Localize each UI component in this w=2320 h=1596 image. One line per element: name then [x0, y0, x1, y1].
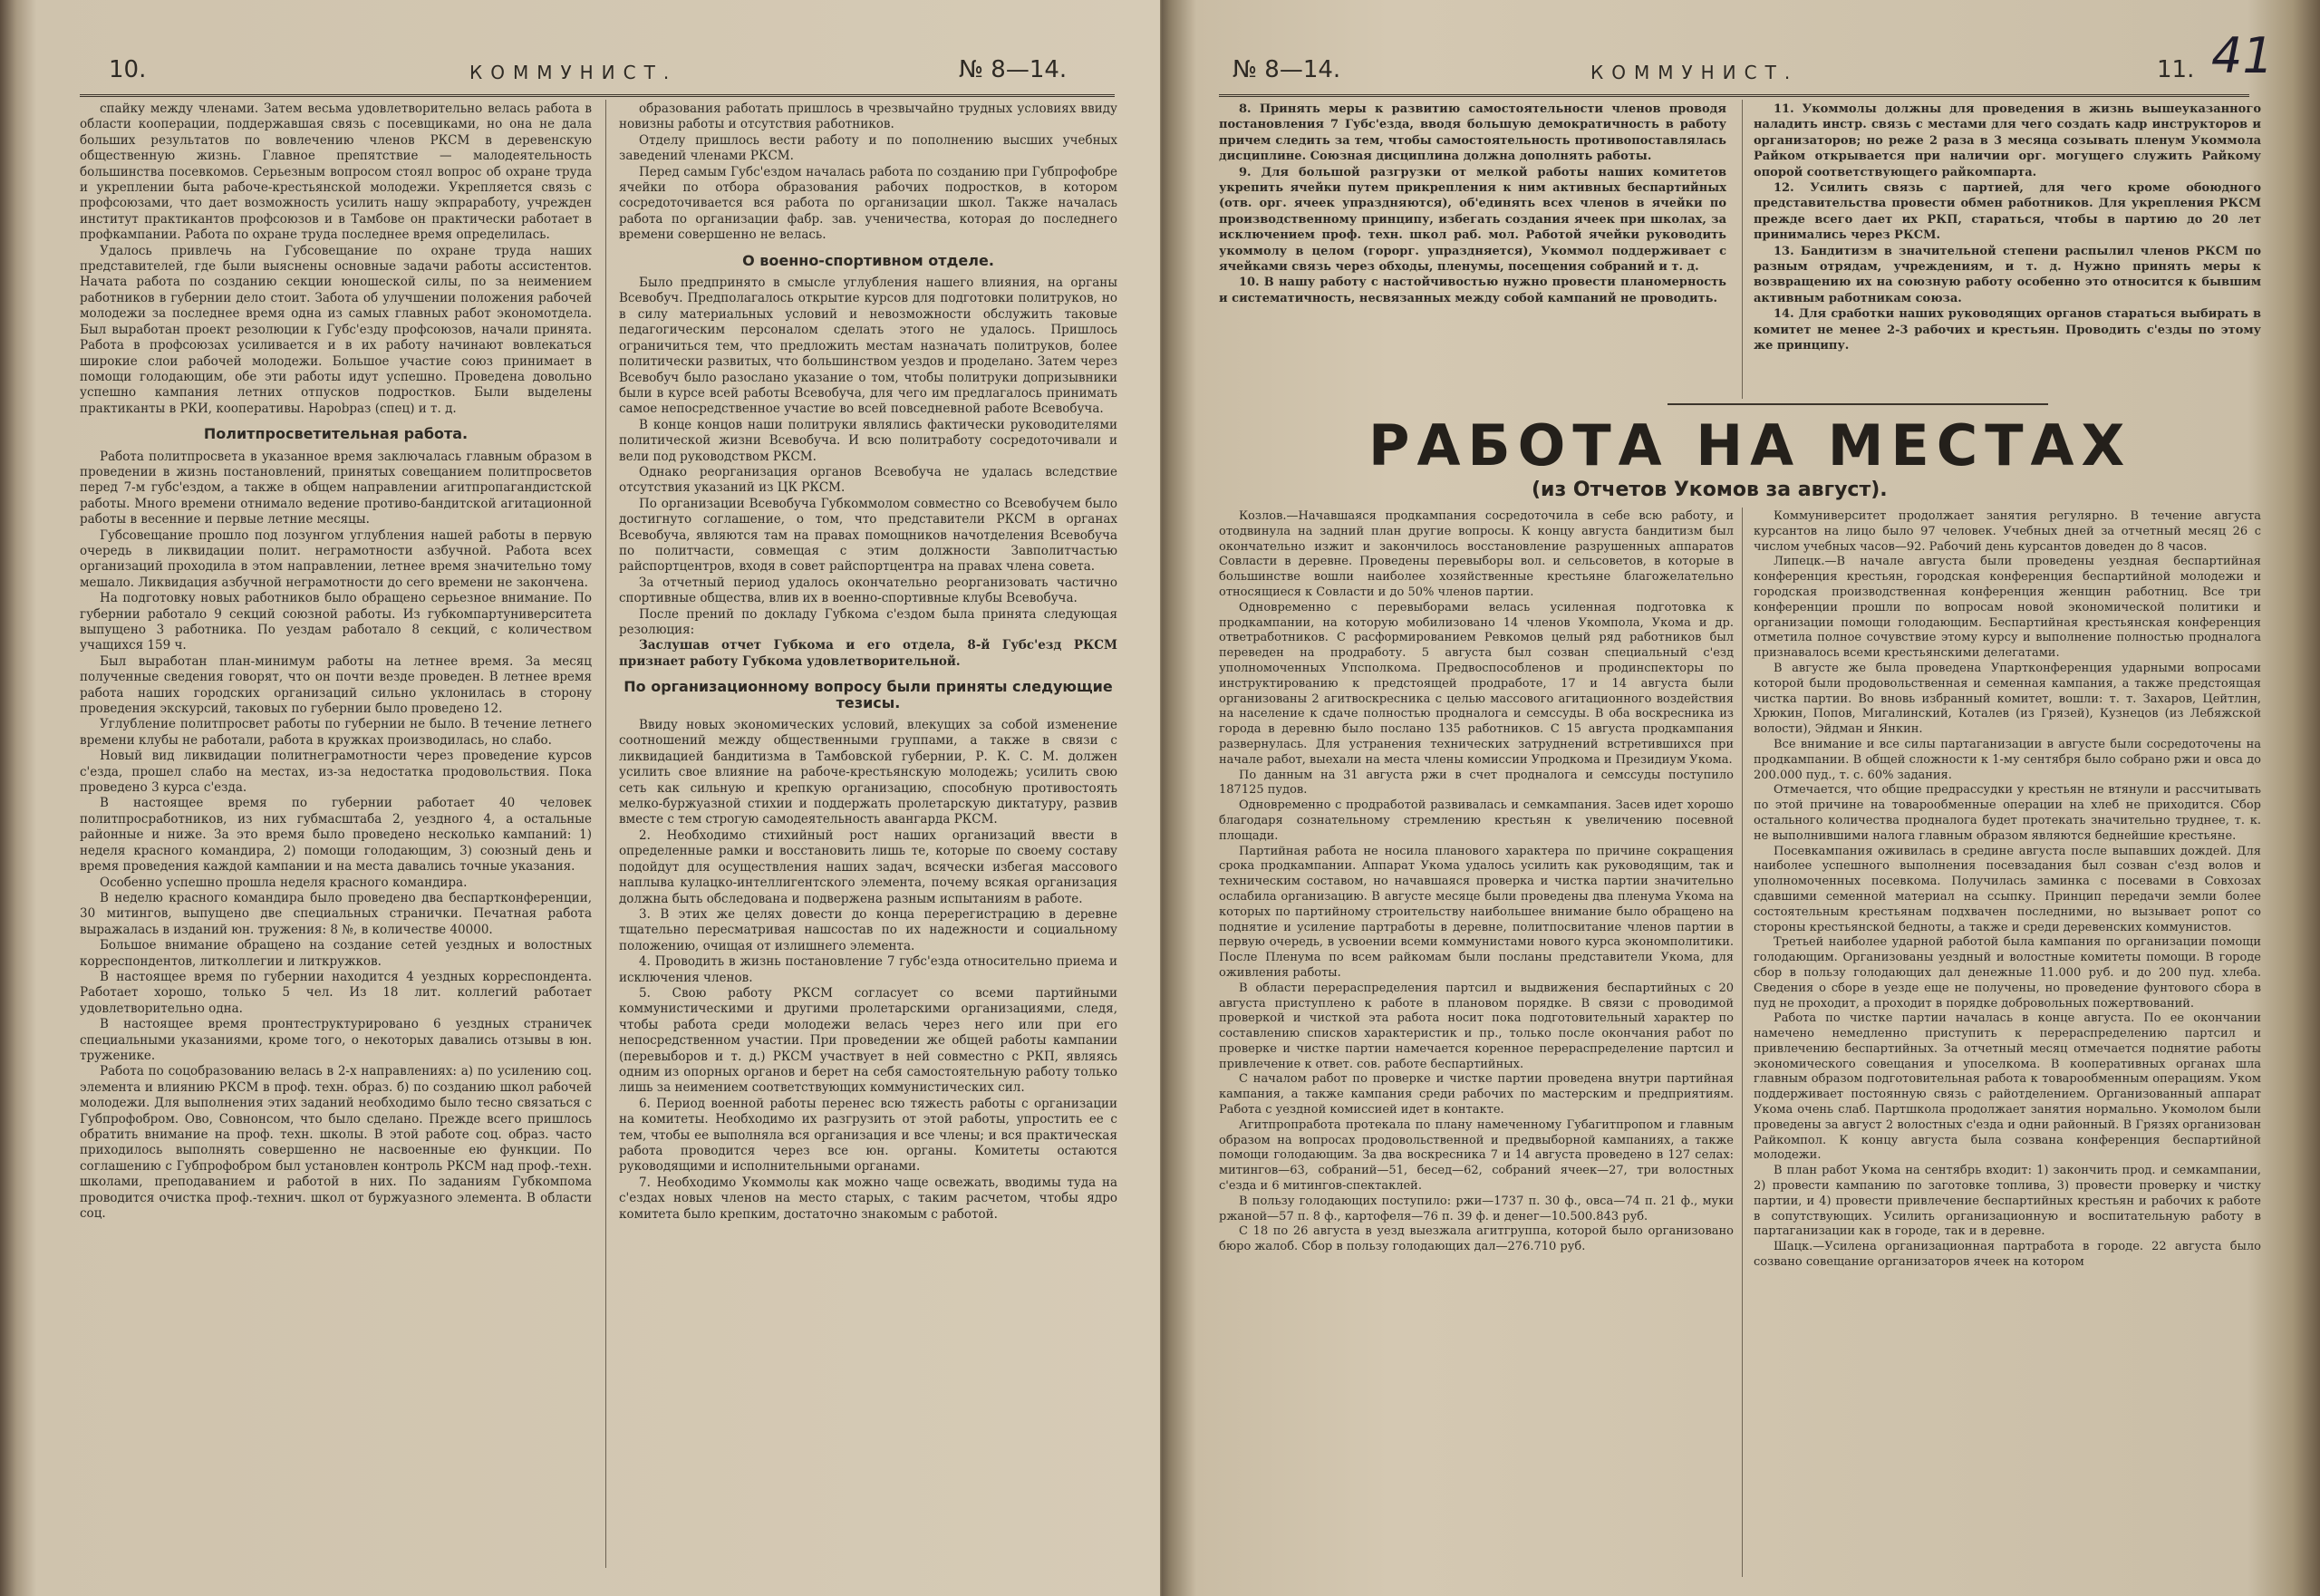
paragraph: В области перераспределения партсил и выдвижения беспартийных с 20 августа приступлено к работе в плановом порядке. В связи с проводимой проверкой и чисткой эта работа носит пока подготовительный характер по составлению списков характеристик и пр., только после окончания работ по проверке и чистке партии намечается коренное перераспределение партсил и привлечение к ответ. сов. работе беспартийных. [1219, 981, 1734, 1071]
left-issue-number: № 8—14. [959, 56, 1068, 83]
left-page [25, 0, 1142, 1596]
paragraph: В пользу голодающих поступило: ржи—1737 п. 30 ф., овса—74 п. 21 ф., муки ржаной—57 п. 8 ф., картофеля—76 п. 39 ф. и денег—10.500.843 руб. [1219, 1194, 1734, 1224]
paragraph: Шацк.—Усилена организационная партработа в городе. 22 августа было созвано совещание организаторов ячеек на котором [1754, 1240, 2261, 1270]
paragraph: 12. Усилить связь с партией, для чего кроме обоюдного представительства провести обмен работников. Для укрепления РКСМ прежде всего дает их РКП, стараться, чтобы в партию до 20 лет принимались через РКСМ. [1754, 181, 2261, 243]
left-header-rule [80, 94, 1115, 97]
paragraph: Однако реорганизация органов Всевобуча не удалась вследствие отсутствия указаний из ЦК РКСМ. [619, 464, 1117, 496]
right-issue-number: № 8—14. [1232, 56, 1341, 83]
right-top-divider [1742, 100, 1743, 399]
paragraph: 9. Для большой разгрузки от мелкой работы наших комитетов укрепить ячейки путем прикрепления к ним активных беспартийных (отв. орг. ячеек упраздняются), об'единять всех членов в ячейки по производственному принципу, избегать создания ячеек при школах, за исключением проф. техн. школ раб. мол. Работой ячейки руководить укоммолу в целом (горорг. упраздняется), Укоммол поддерживает с ячейками связь через обходы, пленумы, посещения собраний и т. д. [1219, 165, 1726, 275]
handwritten-page-number: 41 [2211, 27, 2274, 84]
paragraph: Посевкампания оживилась в средине августа после выпавших дождей. Для наиболее успешного выполнения посевзадания был созван с'езд волов и уполномоченных посевкома. Получилась заминка с посевами в Совхозах сдавшими семенной материал на ссыпку. Принцип передачи земли более состоятельным крестьянам подхвачен последними, но вызывает ропот со стороны крестьянской бедноты, а также и среди деревенских коммунистов. [1754, 844, 2261, 934]
paragraph: 3. В этих же целях довести до конца перерегистрацию в деревне тщательно пересматривая нашсостав по их надежности и социальному положению, очищая от излишнего элемента. [619, 906, 1117, 953]
right-column-1 [1219, 509, 1734, 1255]
paragraph: Работа по чистке партии началась в конце августа. По ее окончании намечено немедленно приступить к перераспределению партсил и привлечению беспартийных. За отчетный месяц отмечается поднятие работы экономического совещания и упоселкома. В кооперативных органах шла главным образом подготовительная работа к товарообменным операциям. Уком поддерживает постоянную связь с райотделением. Организованный аппарат Укома очень слаб. Партшкола продолжает занятия нормально. Укомолом были проведены за август 2 волостных с'езда и одни районный. В Грязях организован Райкомпол. К концу августа была созвана конференция беспартийной молодежи. [1754, 1011, 2261, 1163]
paragraph: Было предпринято в смысле углубления нашего влияния, на органы Всевобуч. Предполагалось открытие курсов для подготовки политруков, но в силу материальных условий и невозможности обслужить таковые педагогическим персоналом сделать этого не удалось. Пришлось ограничиться тем, что предложить местам назначать политруков, более политически развитых, что большинством уездов и проделано. Затем через Всевобуч было разослано указание о том, чтобы политруки допризывники были в курсе всей работы Всевобуча, для чего им предлагалось принимать самое непосредственное участие во всей повседневной работе Всевобуча. [619, 276, 1117, 417]
paragraph: 8. Принять меры к развитию самостоятельности членов проводя постановления 7 Губс'езда, вводя большую демократичность в работу причем следить за тем, чтобы самостоятельность противопоставлялась дисциплине. Союзная дисциплина должна дополнять работы. [1219, 102, 1726, 164]
right-page [1178, 0, 2295, 1596]
right-top-column-2 [1754, 102, 2261, 354]
paragraph: По организации Всевобуча Губкоммолом совместно со Всевобучем было достигнуто соглашение, о том, что представители РКСМ в органах Всевобуча, являются там на правах помощников начотделения Всевобуча по политчасти, совмещая с этим должности Завполитчастью райспортцентров, входя в совет райспортцентра на правах члена совета. [619, 496, 1117, 575]
left-column-1 [80, 102, 592, 1222]
right-header-rule [1219, 94, 2249, 97]
paragraph: С началом работ по проверке и чистке партии проведена внутри партийная кампания, а также кампания среди рабочих по мастерским и предприятиям. Работа с уездной комиссией идет в контакте. [1219, 1072, 1734, 1117]
left-page-number: 10. [109, 56, 147, 83]
right-top-column-1 [1219, 102, 1726, 306]
section-subheadline: (из Отчетов Укомов за август). [1532, 479, 1888, 501]
paragraph: 13. Бандитизм в значительной степени распылил членов РКСМ по разным отрядам, учреждениям, и т. д. Нужно принять меры к возвращению их на союзную работу особенно это относится к бывшим активным работникам союза. [1754, 244, 2261, 305]
section-headline: РАБОТА НА МЕСТАХ [1368, 412, 2132, 479]
paragraph: Все внимание и все силы партаганизации в августе были сосредоточены на продкампании. В общей сложности к 1-му сентября было собрано ржи и овса до 200.000 пуд., т. с. 60% задания. [1754, 737, 2261, 782]
paragraph: Отмечается, что общие предрассудки у крестьян не втянули и рассчитывать по этой причине на товарообменные операции на хлеб не приходится. Сбор остального количества продналога будет протекать значительно труднее, т. к. не выполнившими налога главным образом являются беднейшие крестьяне. [1754, 783, 2261, 843]
paragraph: По данным на 31 августа ржи в счет продналога и семссуды поступило 187125 пудов. [1219, 768, 1734, 798]
paragraph: Особенно успешно прошла неделя красного командира. [100, 875, 468, 890]
paragraph: Большое внимание обращено на создание сетей уездных и волостных корреспондентов, литколлегии и литкружков. [80, 938, 592, 969]
paragraph: Партийная работа не носила планового характера по причине сокращения срока продкампании. Аппарат Укома удалось усилить как руководящим, так и техническим составом, но начавшаяся проверка и чистка партии значительно ослабила организацию. В августе месяце были проведены два пленума Укома на которых по партийному строительству наибольшее внимание было обращено на поднятие и усиление партработы в деревне, политпосвитание членов партии в первую очередь, в усвоении всеми коммунистами нового курса экономполитики. После Пленума по всем райкомам были посланы представители Укома, для оживления работы. [1219, 844, 1734, 980]
paragraph: образования работать пришлось в чрезвычайно трудных условиях ввиду новизны работы и отсутствия работников. [619, 102, 1117, 132]
paragraph: На подготовку новых работников было обращено серьезное внимание. По губернии работало 9 секций союзной работы. Из губкомпартуниверситета выпущено 3 работника. По уездам работало 8 секций, с количеством учащихся 159 ч. [80, 591, 592, 653]
paragraph: Отделу пришлось вести работу и по пополнению высших учебных заведений членами РКСМ. [619, 132, 1117, 164]
paragraph: 7. Необходимо Укоммолы как можно чаще освежать, вводимы туда на с'ездах новых членов на место старых, с таким расчетом, чтобы ядро комитета было крепким, достаточно знакомым с работой. [619, 1175, 1117, 1222]
right-column-divider [1742, 508, 1743, 1577]
paragraph: 2. Необходимо стихийный рост наших организаций ввести в определенные рамки и восстановить лишь те, которые по своему составу подойдут для осуществления наших задач, всячески избегая массового наплыва кулацко-интеллигентского элемента, почему всякая организация должна быть обследована и подвержена разным испытаниям в работе. [619, 827, 1117, 906]
paragraph: 6. Период военной работы перенес всю тяжесть работы с организации на комитеты. Необходимо их разгрузить от этой работы, упростить ее с тем, чтобы ее выполняла вся организация и все члены; и вся практическая работа проводится через все юн. органы. Комитеты остаются руководящими и исполнительными органами. [619, 1096, 1117, 1175]
paragraph: Углубление политпросвет работы по губернии не было. В течение летнего времени клубы не работали, работа в кружках производилась, но слабо. [80, 717, 592, 748]
paragraph: Одновременно с перевыборами велась усиленная подготовка к продкампании, на которую мобилизовано 14 членов Укомпола, Укома и др. ответработников. С расформированием Ревкомов целый ряд работников был переведен на продработу. 5 августа был созван специальный с'езд уполномоченных Упсполкома. Предвоспособленов и продинспекторы по инструктированию к предстоящей продработе, 17 и 14 августа были организованы 2 агитвоскресника с целью массового агитационного воздействия на население к сдаче полностью продналога и семссуды. В оба воскресника из города в деревню было послано 135 работников. С 15 августа продкампания развернулась. Для устранения технических затруднений встретившихся при начале работ, выехали на места члены комиссии Упродкома и Президиум Укома. [1219, 600, 1734, 767]
right-header [1178, 56, 2295, 92]
paragraph: Липецк.—В начале августа были проведены уездная беспартийная конференция крестьян, городская конференция беспартийной молодежи и городская производственная конференция женщин работниц. Все три конференции прошли по вопросам новой экономической политики и организации помощи голодающим. Беспартийная крестьянская конференция отметила полное сочувствие этому курсу и выполнение полностью продналога признавалось всеми крестьянскими делегатами. [1754, 555, 2261, 661]
paragraph: Агитпропработа протекала по плану намеченному Губагитпропом и главным образом на вопросах продовольственной и предвыборной кампаниях, а также помощи голодающим. За два воскресника 7 и 14 августа проведено в 127 селах: митингов—63, собраний—51, бесед—62, собраний ячеек—27, три волостных с'езда и 6 митингов-спектаклей. [1219, 1117, 1734, 1194]
paragraph: спайку между членами. Затем весьма удовлетворительно велась работа в области кооперации, поддержавшая связь с посевщиками, но она не дала больших результатов по вовлечению членов РКСМ в деревенскую общественную жизнь. Главное препятствие — малодеятельность большинства посевкомов. Серьезным вопросом стоял вопрос об охране труда и укреплении быта рабоче-крестьянской молодежи. Укрепляется связь с профсоюзами, что дает возможность усилить нашу экпраработу, учрежден институт практикантов профсоюзов и в Тамбове он практически работает в профкампании. Работа по охране труда последнее время определилась. [80, 102, 592, 243]
paragraph: Коммуниверситет продолжает занятия регулярно. В течение августа курсантов на лицо было 97 человек. Учебных дней за отчетный месяц 26 с числом учебных часов—92. Рабочий день курсантов доведен до 8 часов. [1754, 509, 2261, 554]
paragraph: В августе же была проведена Упартконференция ударными вопросами которой были продовольственная и семенная кампания, а также предстоящая чистка партии. Во вновь избранный комитет, вошли: т. т. Захаров, Цейтлин, Хрюкин, Попов, Мигалинский, Коталев (из Грязей), Кузнецов (из Лебяжской волости), Эйдман и Янкин. [1754, 661, 2261, 737]
paragraph: После прений по докладу Губкома с'ездом была принята следующая резолюция: [619, 606, 1117, 637]
paragraph: 4. Проводить в жизнь постановление 7 губс'езда относительно приема и исключения членов. [619, 954, 1117, 985]
paragraph: Был выработан план-минимум работы на летнее время. За месяц полученные сведения говорят, что он почти везде проведен. В летнее время работа наших городских организаций сильно уклонилась в сторону проведения экскурсий, таковых по губернии было проведено 12. [80, 653, 592, 717]
paragraph: Перед самым Губс'ездом началась работа по созданию при Губпрофобре ячейки по отбора образования рабочих подростков, в котором сосредоточивается вся работа по организации школ. Также началась работа по организации фабр. зав. ученичества, которая до последнего времени совершенно не велась. [619, 164, 1117, 243]
headline-rule [1668, 403, 2048, 405]
paragraph: 10. В нашу работу с настойчивостью нужно провести планомерность и систематичность, несвязанных между собой кампаний не проводить. [1219, 276, 1726, 305]
left-column-2 [619, 102, 1117, 1223]
paragraph: Козлов.—Начавшаяся продкампания сосредоточила в себе всю работу, и отодвинула на задний план другие вопросы. К концу августа бандитизм был окончательно изжит и закончилось восстановление разрушенных аппаратов Совласти в деревне. Проведены перевыборы вол. и сельсоветов, в которые в большинстве вошли наиболее хозяйственные крестьяне благожелательно относящиеся к Совласти и до 50% членов партии. [1219, 509, 1734, 599]
paragraph: Работа по соцобразованию велась в 2-х направлениях: а) по усилению соц. элемента и влиянию РКСМ в проф. техн. образ. б) по созданию школ рабочей молодежи. Для выполнения этих заданий необходимо было тесно связаться с Губпрофобром. Ово, Совнонсом, что было сделано. Прежде всего пришлось обратить внимание на проф. техн. школы. В этой работе соц. образ. часто приходилось выполнять совершенно не насвоенные ею функции. По соглашению с Губпрофобром был установлен контроль РКСМ над проф.-техн. школами, преподаванием и работой в них. По заданиям Губкомпома проводится очистка проф.-технич. школ от буржуазного элемента. В области соц. [80, 1064, 592, 1222]
paragraph: За отчетный период удалось окончательно реорганизовать частично спортивные общества, влив их в военно-спортивные клубы Всевобуча. [619, 575, 1117, 606]
right-page-number: 11. [2157, 56, 2195, 83]
paragraph: 11. Укоммолы должны для проведения в жизнь вышеуказанного наладить инстр. связь с местами для чего создать кадр инструкторов и организаторов; но реже 2 раза в 3 месяца созывать пленум Укоммола Райком открывается при наличии орг. могущего служить Райкому опорой соответствующего райкомпарта. [1754, 102, 2261, 179]
paragraph: Работа политпросвета в указанное время заключалась главным образом в проведении в жизнь постановлений, принятых совещанием политпросветов перед 7-м губс'ездом, а также в общем направлении агитпропагандистской работы. Много времени отнимало ведение противо-бандитской агитационной работы в весенние и первые летние месяцы. [80, 449, 592, 527]
paragraph: В настоящее время пронтеструктурировано 6 уездных страничек специальными указаниями, кроме того, о некоторых давались отзывы в юн. труженике. [80, 1017, 592, 1063]
paragraph: 5. Свою работу РКСМ согласует со всеми партийными коммунистическими и другими пролетарскими организациями, следя, чтобы работа среди молодежи велась через него или при его непосредственном участии. При проведении же общей работы кампании (перевыборов и т. д.) РКСМ участвует в ней совместно с РКП, являясь одним из опорных органов и берет на себя самостоятельную работу только лишь за неимением соответствующих коммунистических сил. [619, 985, 1117, 1096]
paragraph: Одновременно с продработой развивалась и семкампания. Засев идет хорошо благодаря сознательному стремлению крестьян к увеличению посевной площади. [1219, 798, 1734, 843]
paragraph: Третьей наиболее ударной работой была кампания по организации помощи голодающим. Организованы уездный и волостные комитеты помощи. В городе сбор в пользу голодающих дал денежные 11.000 руб. и до 200 пуд. хлеба. Сведения о сборе в уезде еще не получены, но проведение фунтового сбора в пуд не проходит, а проходит в порядке добровольных пожертвований. [1754, 935, 2261, 1011]
paragraph: В план работ Укома на сентябрь входит: 1) закончить прод. и семкампании, 2) провести кампанию по заготовке топлива, 3) провести проверку и чистку партии, и 4) провести привлечение беспартийных крестьян и рабочих к работе в сопутствующих. Усилить организационную и воспитательную работу в партаганизации как в городе, так и в деревне. [1754, 1164, 2261, 1239]
left-column-divider [605, 100, 606, 1568]
paragraph: В неделю красного командира было проведено два беспартконференции, 30 митингов, выпущено две специальных странички. Печатная работа выражалась в изданий юн. тружения: 8 №, в количестве 40000. [80, 890, 592, 937]
paragraph: С 18 по 26 августа в уезд выезжала агитгруппа, которой было организовано бюро жалоб. Сбор в пользу голодающих дал—276.710 руб. [1219, 1224, 1734, 1254]
paragraph: Губсовещание прошло под лозунгом углубления нашей работы в первую очередь в ликвидации полит. неграмотности азбучной. Работа всех организаций проходила в этом направлении, летнее время значительно тому мешало. Ликвидация азбучной неграмотности до сего времени не закончена. [80, 527, 592, 590]
section-heading-org: По организационному вопросу были приняты следующие тезисы. [624, 678, 1113, 711]
right-running-title: КОММУНИСТ. [1590, 62, 1799, 83]
paragraph: 14. Для сработки наших руководящих органов стараться выбирать в комитет не менее 2-3 рабочих и крестьян. Проводить с'езды по этому же принципу. [1754, 307, 2261, 353]
paragraph: Новый вид ликвидации политнеграмотности через проведение курсов с'езда, прошел слабо на местах, из-за недостатка продовольствия. Пока проведено 3 курса с'езда. [80, 749, 592, 796]
paragraph: Заслушав отчет Губкома и его отдела, 8-й Губс'езд РКСМ признает работу Губкома удовлетворительной. [619, 638, 1117, 669]
paragraph: В настоящее время по губернии работает 40 человек политпросработников, из них губмасштаба 2, уездного 4, а остальные районные и ниже. За это время было проведено несколько кампаний: 1) неделя красного командира, 2) помощи голодающим, 3) союзный день и время проведения каждой кампании и на места давались точные указания. [80, 796, 592, 875]
paragraph: Удалось привлечь на Губсовещание по охране труда наших представителей, где были выяснены основные задачи работы ассистентов. Начата работа по созданию секции юношеской силы, по за неимением работников в губернии дело стоит. Забота об улучшении положения рабочей молодежи за последнее время одна из самых главных работ экономотдела. Был выработан проект резолюции к Губс'езду профсоюзов, начали принята. Работа в профсоюзах усиливается и в их работу начинают вовлекаться широкие слои рабочей молодежи. Большое участие союз принимает в помощи голодающим, обе эти работы идут успешно. Проведена довольно успешно кампания летних отпусков подростков. Были выделены практиканты в РКИ, кооперативы. Нарobраз (спец) и т. д. [80, 243, 592, 416]
section-heading-polit: Политпросветительная работа. [203, 425, 469, 443]
left-header [25, 56, 1142, 92]
paragraph: В настоящее время по губернии находится 4 уездных корреспондента. Работает хорошо, только 5 чел. Из 18 лит. коллегий работает удовлетворительно одна. [80, 969, 592, 1016]
paragraph: Ввиду новых экономических условий, влекущих за собой изменение соотношений между общественными группами, а также в связи с ликвидацией бандитизма в Тамбовской губернии, Р. К. С. М. должен усилить свое влияние на рабоче-крестьянскую молодежь; усилить свою сеть как сильную и крепкую организацию, способную противостоять мелко-буржуазной стихии и поддержать пролетарскую диктатуру, развив вместе с тем строгую самодеятельность авангарда РКСМ. [619, 718, 1117, 827]
right-column-2 [1754, 509, 2261, 1271]
left-running-title: КОММУНИСТ. [469, 62, 678, 83]
paragraph: В конце концов наши политруки являлись фактически руководителями политической жизни Всевобуча. И всю политработу сосредоточивали и вели под руководством РКСМ. [619, 417, 1117, 464]
section-heading-voen: О военно-спортивном отделе. [742, 251, 994, 269]
